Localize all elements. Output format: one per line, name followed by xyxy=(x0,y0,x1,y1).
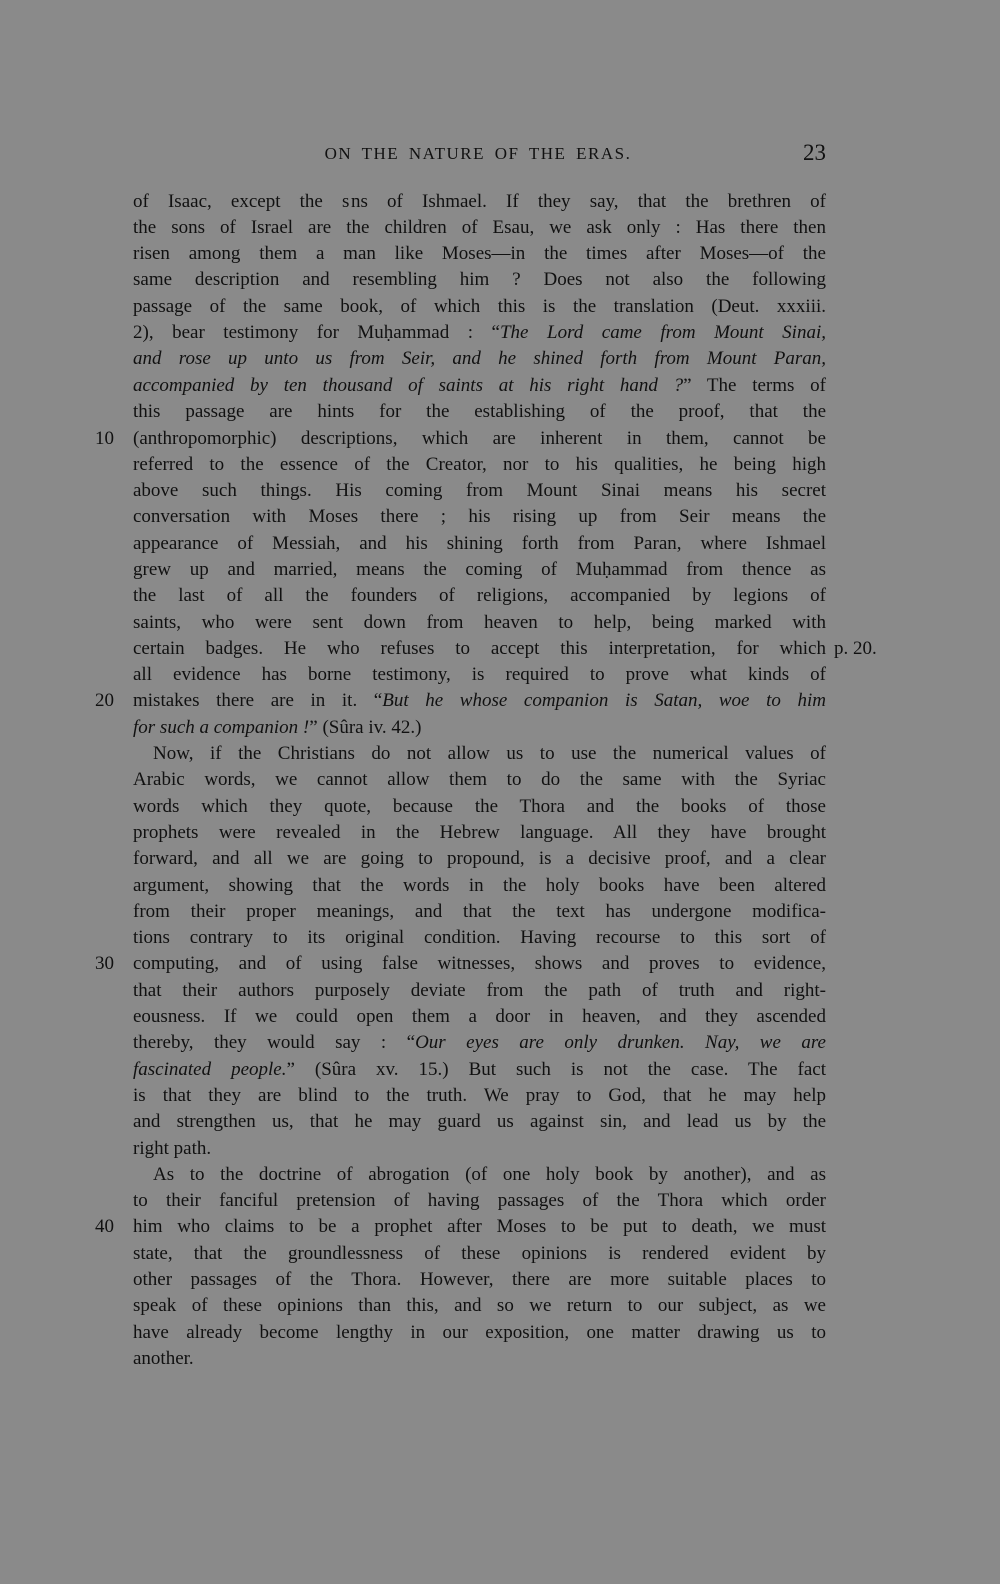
text-line: and strengthen us, that he may guard us against sin, and lead us by the xyxy=(133,1111,826,1132)
text-line: eousness. If we could open them a door in heaven, and they ascended xyxy=(133,1006,826,1027)
text-line: have already become lengthy in our exposition, one matter drawing us to xyxy=(133,1322,826,1343)
text-line: and rose up unto us from Seir, and he shined forth from Mount Paran, xyxy=(133,348,826,369)
text-line: same description and resembling him ? Does not also the following xyxy=(133,269,826,290)
text-line: this passage are hints for the establishing of the proof, that the xyxy=(133,401,826,422)
text-line: the last of all the founders of religions, accompanied by legions of xyxy=(133,585,826,606)
text-line: Now, if the Christians do not allow us to use the numerical values of xyxy=(153,743,826,764)
text-line: As to the doctrine of abrogation (of one holy book by another), and as xyxy=(153,1164,826,1185)
text-line: the sons of Israel are the children of Esau, we ask only : Has there then xyxy=(133,217,826,238)
text-line: conversation with Moses there ; his rising up from Seir means the xyxy=(133,506,826,527)
text-line: him who claims to be a prophet after Moses to be put to death, we must xyxy=(133,1216,826,1237)
text-line: fascinated people.” (Sûra xv. 15.) But such is not the case. The fact xyxy=(133,1059,827,1080)
text-line: computing, and of using false witnesses, shows and proves to evidence, xyxy=(133,953,826,974)
text-line: referred to the essence of the Creator, nor to his qualities, he being high xyxy=(133,454,826,475)
text-line: Arabic words, we cannot allow them to do the same with the Syriac xyxy=(133,769,826,790)
text-line: risen among them a man like Moses—in the times after Moses—of the xyxy=(133,243,826,264)
text-line: right path. xyxy=(133,1138,212,1159)
italic-quote: The Lord came from Mount Sinai, xyxy=(499,322,826,343)
page-number: 23 xyxy=(803,140,826,165)
text-line: above such things. His coming from Mount Sinai means his secret xyxy=(133,480,826,501)
text-line: of Isaac, except the s ns of Ishmael. If they say, that the brethren of xyxy=(133,191,826,212)
text-line: forward, and all we are going to propound, is a decisive proof, and a clear xyxy=(133,848,826,869)
text-line: for such a companion !” (Sûra iv. 42.) xyxy=(133,717,422,738)
text-line: mistakes there are in it. “But he whose companion is Satan, woe to him xyxy=(133,690,826,711)
text-line: from their proper meanings, and that the text has undergone modifica- xyxy=(133,901,826,922)
text-line: grew up and married, means the coming of Muḥammad from thence as xyxy=(133,559,826,580)
text-line: other passages of the Thora. However, there are more suitable places to xyxy=(133,1269,826,1290)
text-line: all evidence has borne testimony, is required to prove what kinds of xyxy=(133,664,826,685)
text-line: is that they are blind to the truth. We pray to God, that he may help xyxy=(133,1085,826,1106)
text-line: accompanied by ten thousand of saints at his right hand ?” The terms of xyxy=(133,375,826,396)
line-number: 20 xyxy=(95,690,114,711)
text-line: 2), bear testimony for Muḥammad : “The Lord came from Mount Sinai, xyxy=(133,322,826,343)
line-number: 30 xyxy=(95,953,114,974)
text-line: argument, showing that the words in the holy books have been altered xyxy=(133,875,826,896)
text-line: words which they quote, because the Thora and the books of those xyxy=(133,796,826,817)
line-number: 10 xyxy=(95,428,114,449)
text-line: appearance of Messiah, and his shining forth from Paran, where Ishmael xyxy=(133,533,826,554)
text-line: prophets were revealed in the Hebrew language. All they have brought xyxy=(133,822,826,843)
text-line: tions contrary to its original condition. Having recourse to this sort of xyxy=(133,927,826,948)
text-line: to their fanciful pretension of having passages of the Thora which order xyxy=(133,1190,826,1211)
text-line: another. xyxy=(133,1348,194,1369)
text-line: saints, who were sent down from heaven to help, being marked with xyxy=(133,612,826,633)
margin-note: p. 20. xyxy=(834,638,877,659)
text-line: speak of these opinions than this, and so we return to our subject, as we xyxy=(133,1295,826,1316)
text-line: certain badges. He who refuses to accept this interpretation, for which xyxy=(133,638,826,659)
line-number: 40 xyxy=(95,1216,114,1237)
text-line: that their authors purposely deviate from the path of truth and right- xyxy=(133,980,826,1001)
running-head: ON THE NATURE OF THE ERAS. xyxy=(324,144,632,163)
text-line: (anthropomorphic) descriptions, which are inherent in them, cannot be xyxy=(133,428,826,449)
text-line: passage of the same book, of which this is the translation (Deut. xxxiii. xyxy=(133,296,826,317)
text-line: state, that the groundlessness of these opinions is rendered evident by xyxy=(133,1243,826,1264)
text-line: thereby, they would say : “Our eyes are only drunken. Nay, we are xyxy=(133,1032,826,1053)
